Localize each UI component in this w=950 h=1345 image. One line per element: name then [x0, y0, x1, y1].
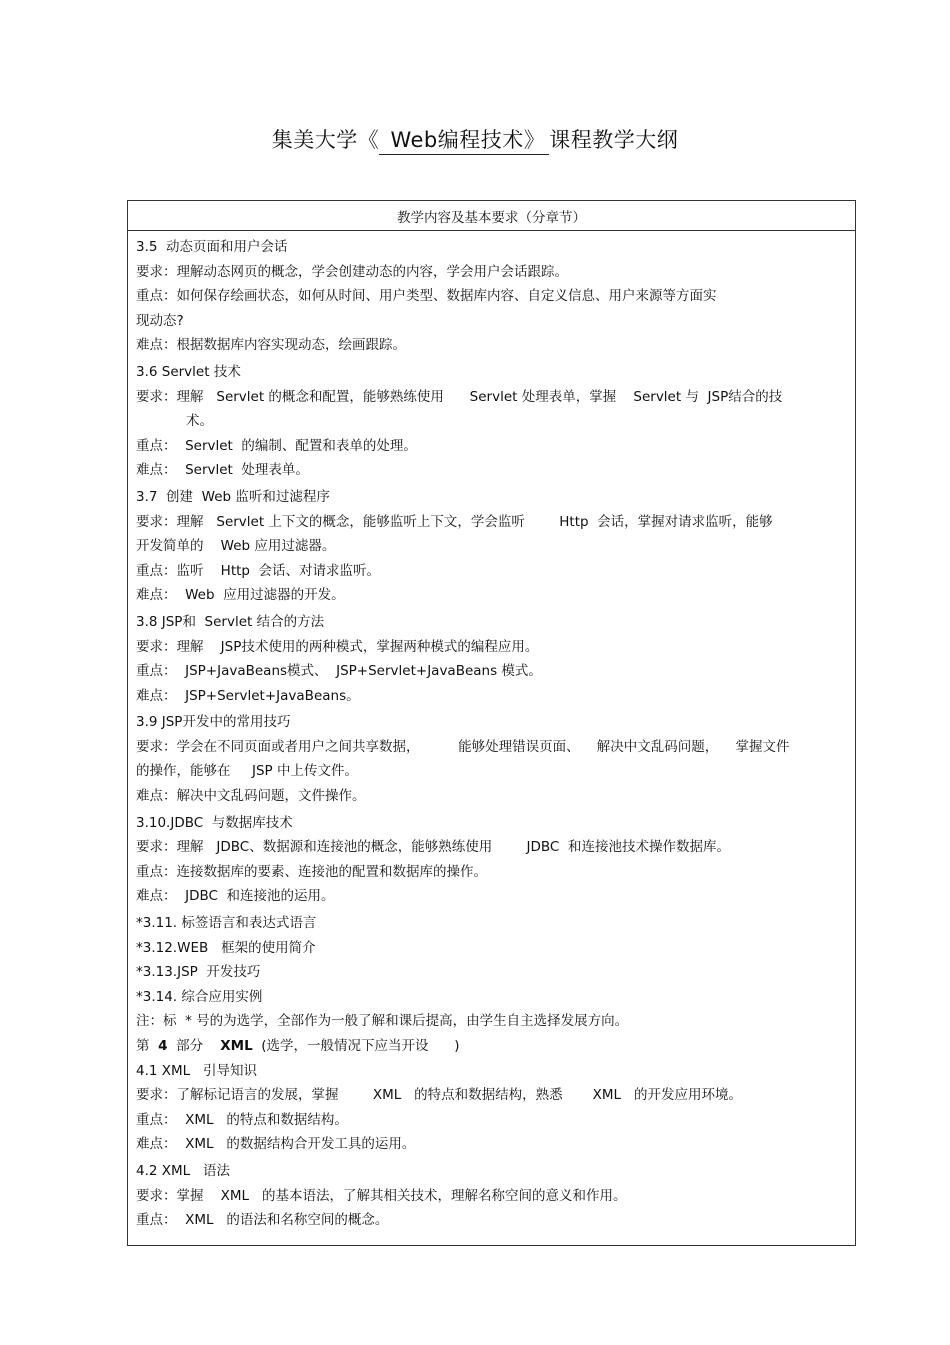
syllabus-table — [127, 200, 856, 1246]
content-line: 难点： Web 应用过滤器的开发。 — [136, 587, 345, 604]
table-content — [128, 231, 855, 1233]
content-line: *3.13.JSP 开发技巧 — [136, 964, 261, 981]
content-line: 术。 — [186, 413, 213, 430]
content-line: 重点：连接数据库的要素、连接池的配置和数据库的操作。 — [136, 863, 487, 880]
content-line: 要求：学会在不同页面或者用户之间共享数据， 能够处理错误页面、 解决中文乱码问题， 掌握文件 — [136, 738, 790, 755]
content-line: 3.6 Servlet 技术 — [136, 363, 241, 380]
content-line: 重点： XML 的特点和数据结构。 — [136, 1111, 348, 1128]
content-line: 难点： JDBC 和连接池的运用。 — [136, 888, 335, 905]
content-line: 注：标 * 号的为选学，全部作为一般了解和课后提高，由学生自主选择发展方向。 — [136, 1013, 629, 1030]
content-line: *3.11. 标签语言和表达式语言 — [136, 915, 317, 932]
content-line: 难点： XML 的数据结构合开发工具的运用。 — [136, 1136, 416, 1153]
content-line: 要求：掌握 XML 的基本语法，了解其相关技术，理解名称空间的意义和作用。 — [136, 1187, 627, 1204]
content-line: *3.12.WEB 框架的使用简介 — [136, 939, 316, 956]
content-line: 4.2 XML 语法 — [136, 1162, 231, 1179]
content-line: 要求：理解 JDBC、数据源和连接池的概念，能够熟练使用 JDBC 和连接池技术操作数据库。 — [136, 839, 730, 856]
content-line: 的操作，能够在 JSP 中上传文件。 — [136, 763, 358, 780]
content-line: 重点： XML 的语法和名称空间的概念。 — [136, 1212, 389, 1229]
content-line: 要求：理解 Servlet 上下文的概念，能够监听上下文，学会监听 Http 会话，掌握对请求监听，能够 — [136, 513, 773, 530]
content-line: 现动态? — [136, 312, 184, 329]
content-line: 3.8 JSP和 Servlet 结合的方法 — [136, 613, 325, 630]
content-line: 难点：解决中文乱码问题，文件操作。 — [136, 788, 366, 805]
content-line: *3.14. 综合应用实例 — [136, 988, 263, 1005]
content-line: 3.7 创建 Web 监听和过滤程序 — [136, 488, 330, 505]
content-line: 3.5 动态页面和用户会话 — [136, 239, 288, 255]
content-line: 3.10.JDBC 与数据库技术 — [136, 814, 293, 831]
content-line: 第 4 部分 XML (选学，一般情况下应当开设 ) — [136, 1038, 460, 1054]
content-line: 难点： JSP+Servlet+JavaBeans。 — [136, 687, 360, 704]
page-title — [0, 124, 950, 154]
content-line: 3.9 JSP开发中的常用技巧 — [136, 714, 291, 731]
content-line: 要求：了解标记语言的发展，掌握 XML 的特点和数据结构，熟悉 XML 的开发应用环境。 — [136, 1087, 742, 1104]
content-line: 要求：理解动态网页的概念，学会创建动态的内容，学会用户会话跟踪。 — [136, 263, 568, 280]
content-line: 开发简单的 Web 应用过滤器。 — [136, 538, 336, 555]
title-prefix: 集美大学《 — [271, 128, 380, 152]
content-line: 要求：理解 Servlet 的概念和配置，能够熟练使用 Servlet 处理表单，掌握 Servlet 与 JSP结合的技 — [136, 388, 783, 405]
title-suffix: 课程教学大纲 — [549, 128, 679, 152]
content-line: 4.1 XML 引导知识 — [136, 1062, 258, 1079]
content-line: 重点：如何保存绘画状态，如何从时间、用户类型、数据库内容、自定义信息、用户来源等方面实 — [136, 288, 717, 305]
content-line: 重点： Servlet 的编制、配置和表单的处理。 — [136, 437, 417, 454]
content-line: 重点： JSP+JavaBeans模式、 JSP+Servlet+JavaBeans 模式。 — [136, 663, 542, 680]
content-line: 难点：根据数据库内容实现动态，绘画跟踪。 — [136, 337, 406, 354]
content-line: 要求：理解 JSP技术使用的两种模式，掌握两种模式的编程应用。 — [136, 638, 539, 655]
content-line: 难点： Servlet 处理表单。 — [136, 462, 309, 479]
content-line: 重点：监听 Http 会话、对请求监听。 — [136, 562, 381, 579]
table-header: 教学内容及基本要求（分章节） — [128, 201, 855, 231]
title-course-name: Web编程技术》 — [379, 128, 549, 155]
